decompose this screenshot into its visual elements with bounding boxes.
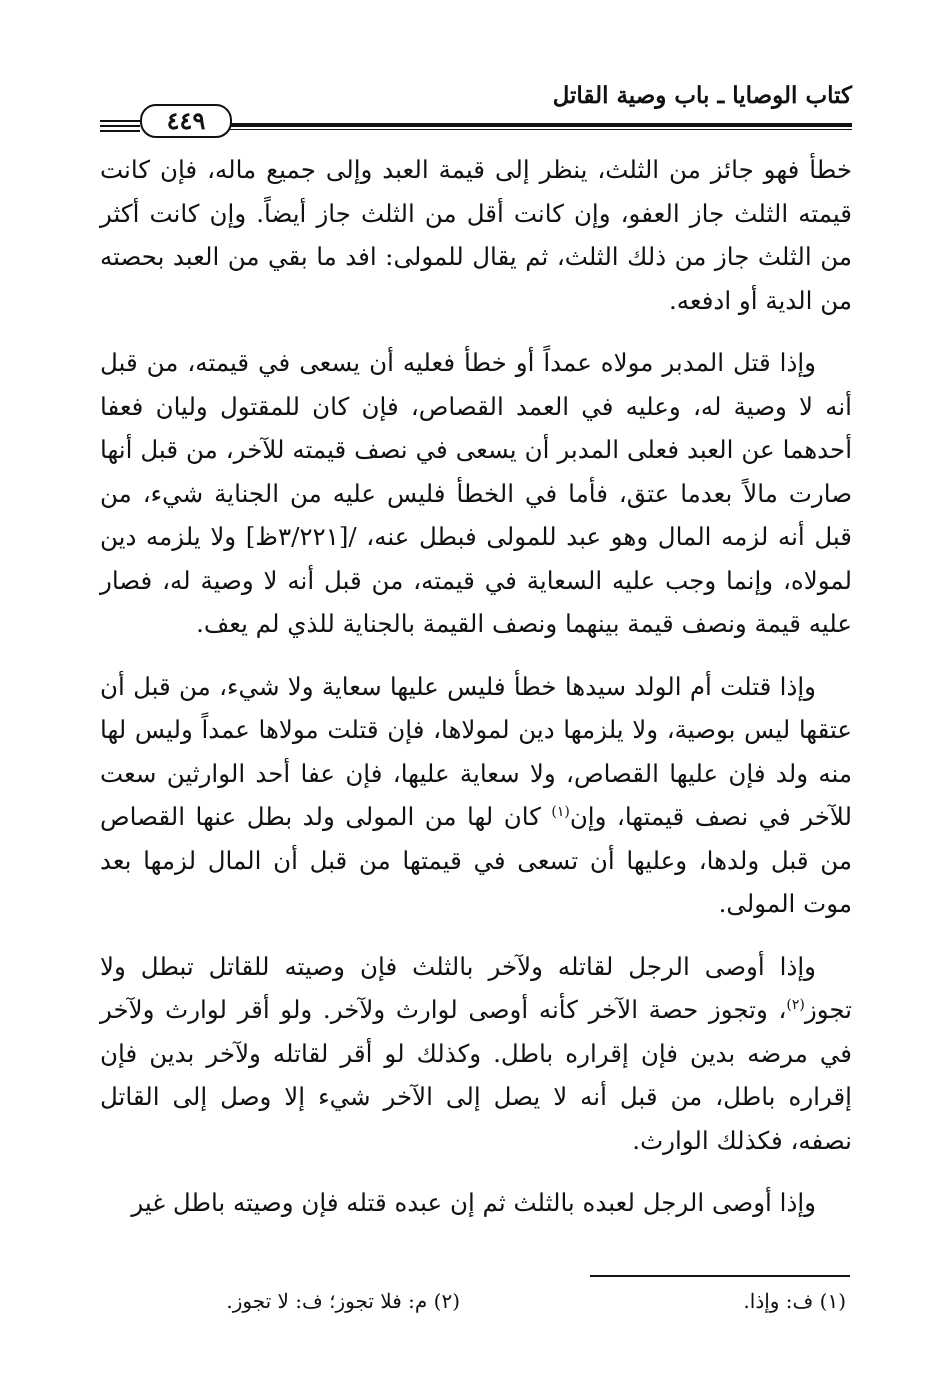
paragraph-5: وإذا أوصى الرجل لعبده بالثلث ثم إن عبده قتله فإن وصيته باطل غير [131, 1188, 816, 1217]
paragraph-4-text: وإذا أوصى الرجل لقاتله ولآخر بالثلث فإن وصيته للقاتل تبطل ولا تجوز [100, 951, 852, 1024]
footnote-1: (١) ف: وإذا. [743, 1289, 846, 1313]
footnote-ref-1: (١) [551, 803, 570, 820]
footnote-2: (٢) م: فلا تجوز؛ ف: لا تجوز. [226, 1289, 460, 1313]
paragraph-3 [100, 665, 852, 926]
paragraph-3-text-cont: كان لها من المولى ولد بطل عنها القصاص من قبل ولدها، وعليها أن تسعى في قيمتها من قبل أن المال لزمها بعد موت المولى. [100, 802, 852, 918]
header-rule-left [100, 118, 140, 132]
header-rule [220, 123, 852, 127]
footnote-ref-2: (٢) [786, 996, 805, 1013]
paragraph-4-text-cont: ، وتجوز حصة الآخر كأنه أوصى لوارث ولآخر. ولو أقر لوارث ولآخر في مرضه بدين فإن إقراره باطل. وكذلك لو أقر لقاتله ولآخر بدين فإن إقراره باطل، من قبل أنه لا يصل إلى الآخر شيء إلا وصل إلى القاتل نصفه، فكذلك الوارث. [100, 995, 852, 1155]
running-title: كتاب الوصايا ـ باب وصية القاتل [552, 82, 852, 109]
body-text [100, 148, 852, 1244]
footnote-separator [590, 1275, 850, 1277]
paragraph-2: وإذا قتل المدبر مولاه عمداً أو خطأ فعليه أن يسعى في قيمته، من قبل أنه لا وصية له، وعليه في العمد القصاص، فإن كان للمقتول وليان فعفا أحدهما عن العبد فعلى المدبر أن يسعى في نصف قيمته للآخر، من قبل أنها صارت مالاً بعدما عتق، فأما في الخطأ فليس عليه من الجناية شيء، من قبل أنه لزمه المال وهو عبد للمولى فبطل عنه، /[٣/٢٢١ظ] ولا يلزمه دين لمولاه، وإنما وجب عليه السعاية في قيمته، من قبل أنه لا وصية له، فصار عليه قيمة ونصف قيمة بينهما ونصف القيمة بالجناية للذي لم يعف. [100, 348, 852, 638]
paragraph-4 [100, 945, 852, 1163]
page-header [100, 78, 852, 138]
page-number: ٤٤٩ [140, 104, 232, 138]
header-rule-thin [220, 129, 852, 130]
paragraph-1: خطأ فهو جائز من الثلث، ينظر إلى قيمة العبد وإلى جميع ماله، فإن كانت قيمته الثلث جاز العفو، وإن كانت أقل من الثلث جاز أيضاً. وإن كانت أكثر من الثلث جاز من ذلك الثلث، ثم يقال للمولى: افد ما بقي من العبد بحصته من الدية أو ادفعه. [100, 155, 852, 315]
footnotes [100, 1289, 852, 1323]
paragraph-3-text: وإذا قتلت أم الولد سيدها خطأ فليس عليها سعاية ولا شيء، من قبل أن عتقها ليس بوصية، ولا يلزمها دين لمولاها، فإن قتلت مولاها عمداً وليس لها منه ولد فإن عليها القصاص، ولا سعاية عليها، فإن عفا أحد الوارثين سعت للآخر في نصف قيمتها، وإن [100, 671, 852, 831]
